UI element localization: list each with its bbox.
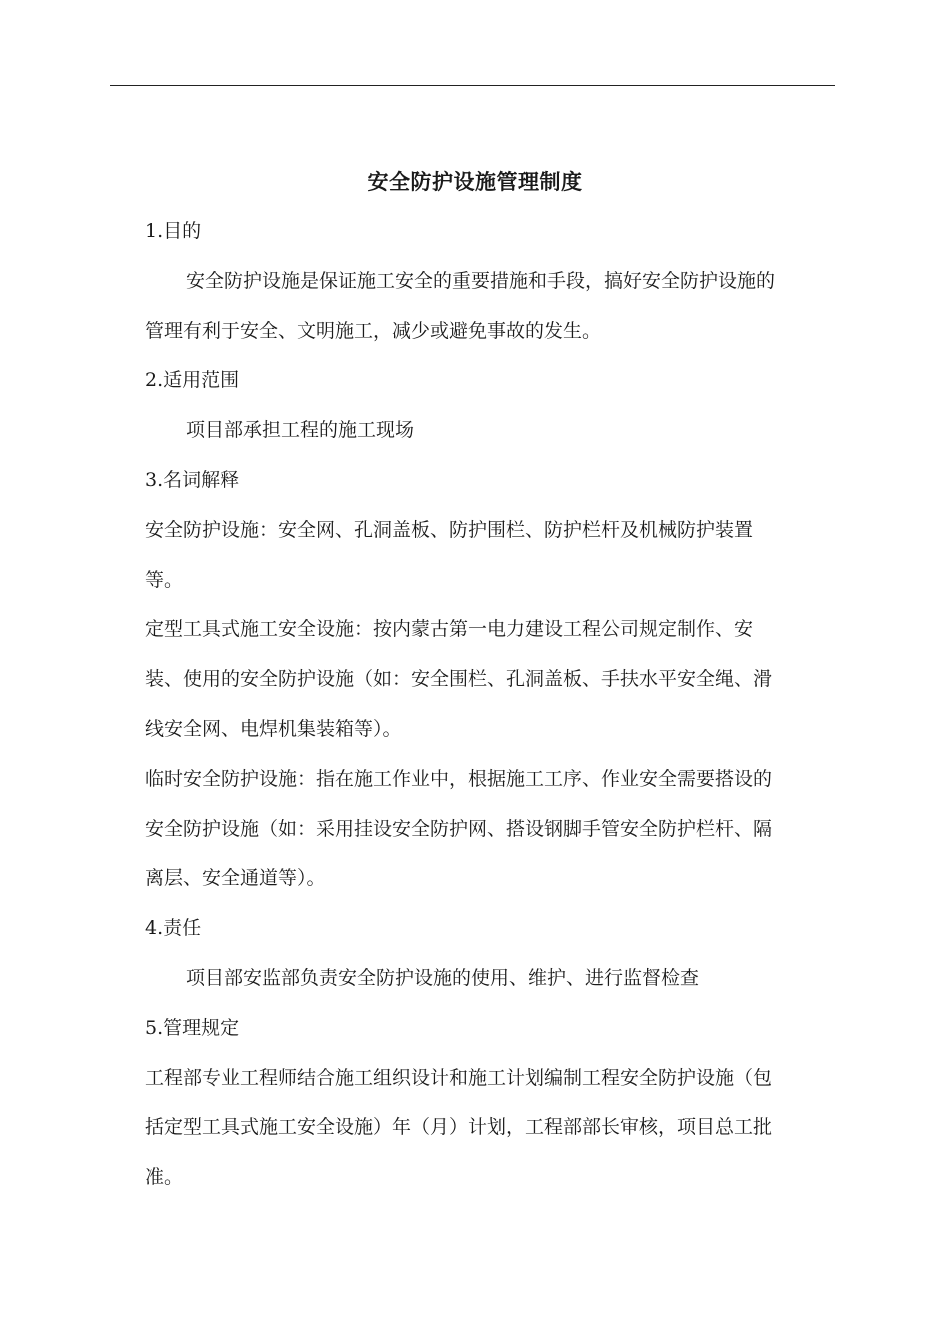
document-body (145, 207, 790, 1203)
document-title: 安全防护设施管理制度 (367, 170, 583, 194)
section-heading-regulations: 5.管理规定 (145, 1016, 240, 1039)
definition-temporary-facilities: 临时安全防护设施：指在施工作业中，根据施工工序、作业安全需要搭设的安全防护设施（如：采用挂设安全防护网、搭设钢脚手管安全防护栏杆、隔离层、安全通道等）。 (145, 767, 773, 890)
section-heading-responsibility: 4.责任 (145, 917, 202, 940)
section-heading-definitions: 3.名词解释 (145, 468, 240, 491)
section-heading-purpose: 1.目的 (145, 220, 202, 242)
responsibility-paragraph: 项目部安监部负责安全防护设施的使用、维护、进行监督检查 (186, 966, 700, 989)
purpose-paragraph: 安全防护设施是保证施工安全的重要措施和手段，搞好安全防护设施的管理有利于安全、文明施工，减少或避免事故的发生。 (145, 269, 776, 342)
definition-standard-tool-facilities: 定型工具式施工安全设施：按内蒙古第一电力建设工程公司规定制作、安装、使用的安全防护设施（如：安全围栏、孔洞盖板、手扶水平安全绳、滑线安全网、电焊机集装箱等）。 (145, 618, 773, 740)
header-rule (110, 85, 835, 86)
scope-paragraph: 项目部承担工程的施工现场 (186, 419, 415, 442)
regulations-paragraph: 工程部专业工程师结合施工组织设计和施工计划编制工程安全防护设施（包括定型工具式施工安全设施）年（月）计划，工程部部长审核，项目总工批准。 (145, 1066, 773, 1189)
section-heading-scope: 2.适用范围 (145, 369, 240, 392)
definition-safety-facilities: 安全防护设施：安全网、孔洞盖板、防护围栏、防护栏杆及机械防护装置等。 (145, 518, 754, 591)
